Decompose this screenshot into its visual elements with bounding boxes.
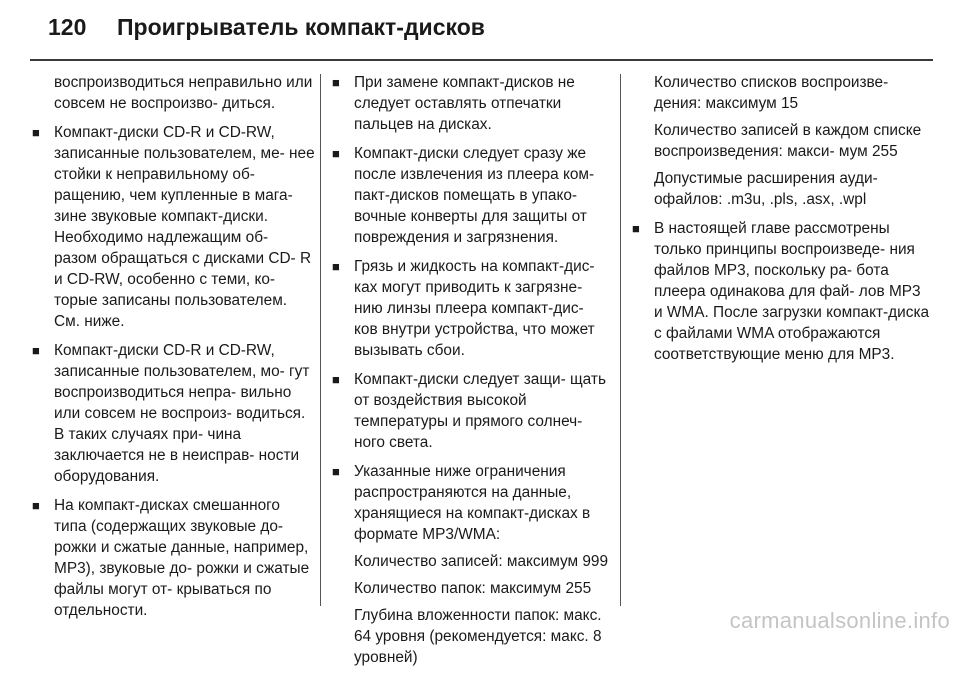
- column-separator: [320, 74, 321, 606]
- list-item: [30, 122, 315, 332]
- limit-playlists: Количество списков воспроизве- дения: максимум 15: [654, 74, 889, 112]
- header-rule: [30, 59, 933, 61]
- list-item: [330, 143, 610, 248]
- bullet-icon: ■: [332, 146, 340, 161]
- list-item-text: Компакт-диски CD-R и CD-RW, записанные пользователем, мо- гут воспроизводиться непра- вильно или совсем не воспроиз- водиться. В таких случаях при- чина заключается не в неисправ- ности оборудования.: [54, 342, 310, 485]
- list-item: [330, 72, 610, 135]
- limit-records: Количество записей: максимум 999: [354, 553, 609, 570]
- list-item-text: При замене компакт-дисков не следует оставлять отпечатки пальцев на дисках.: [354, 74, 575, 133]
- list-item: [30, 340, 315, 487]
- page-title: Проигрыватель компакт-дисков: [117, 14, 485, 40]
- allowed-extensions: Допустимые расширения ауди- офайлов: .m3u, .pls, .asx, .wpl: [654, 170, 878, 208]
- limit-folder-depth: Глубина вложенности папок: макс. 64 уровня (рекомендуется: макс. 8 уровней): [354, 607, 602, 666]
- limit-playlist-records: Количество записей в каждом списке воспроизведения: макси- мум 255: [654, 122, 922, 160]
- bullet-icon: ■: [32, 498, 40, 513]
- list-item: [30, 495, 315, 621]
- list-item: [630, 218, 930, 365]
- list-item-text: На компакт-дисках смешанного типа (содержащих звуковые до- рожки и сжатые данные, например, MP3), звуковые до- рожки и сжатые файлы могут от- крываться по отдельности.: [54, 497, 310, 619]
- column-1: [30, 72, 315, 629]
- list-item-text: Компакт-диски CD-R и CD-RW, записанные пользователем, ме- нее стойки к неправильному об- ращению, чем купленные в мага- зине звуковые компакт-диски. Необходимо надлежащим об- разом обращаться с дисками CD- R и CD-RW, особенно с теми, ко- торые записаны пользователем. См. ниже.: [54, 124, 315, 330]
- list-item: [330, 461, 610, 668]
- list-item: [330, 256, 610, 361]
- column-2: [330, 72, 610, 676]
- list-item-text: Грязь и жидкость на компакт-дис- ках могут приводить к загрязне- нию линзы плеера компакт-дис- ков внутри устройства, что может вызывать сбои.: [354, 258, 595, 359]
- list-item-text: Указанные ниже ограничения распространяются на данные, хранящиеся на компакт-дисках в формате MP3/WMA:: [354, 463, 591, 543]
- bullet-icon: ■: [32, 343, 40, 358]
- list-item-text: Компакт-диски следует защи- щать от воздействия высокой температуры и прямого солнеч- ного света.: [354, 371, 606, 451]
- bullet-icon: ■: [632, 221, 640, 236]
- list-item: [330, 369, 610, 453]
- column-3: [630, 72, 930, 373]
- list-item-text: В настоящей главе рассмотрены только принципы воспроизведе- ния файлов MP3, поскольку ра- бота плеера одинакова для фай- лов MP3 и WMA. После загрузки компакт-диска с файлами WMA отображаются соответствующие меню для MP3.: [654, 220, 930, 363]
- bullet-icon: ■: [32, 125, 40, 140]
- page-number: 120: [48, 14, 87, 40]
- bullet-icon: ■: [332, 75, 340, 90]
- limit-folders: Количество папок: максимум 255: [354, 580, 592, 597]
- continuation-block: [630, 72, 930, 210]
- continuation-text: воспроизводиться неправильно или совсем не воспроизво- диться.: [54, 74, 313, 112]
- bullet-icon: ■: [332, 464, 340, 479]
- list-item-text: Компакт-диски следует сразу же после извлечения из плеера ком- пакт-дисков помещать в упако- вочные конверты для защиты от повреждения и загрязнения.: [354, 145, 595, 246]
- column-separator: [620, 74, 621, 606]
- bullet-icon: ■: [332, 259, 340, 274]
- watermark: carmanualsonline.info: [729, 608, 950, 633]
- bullet-icon: ■: [332, 372, 340, 387]
